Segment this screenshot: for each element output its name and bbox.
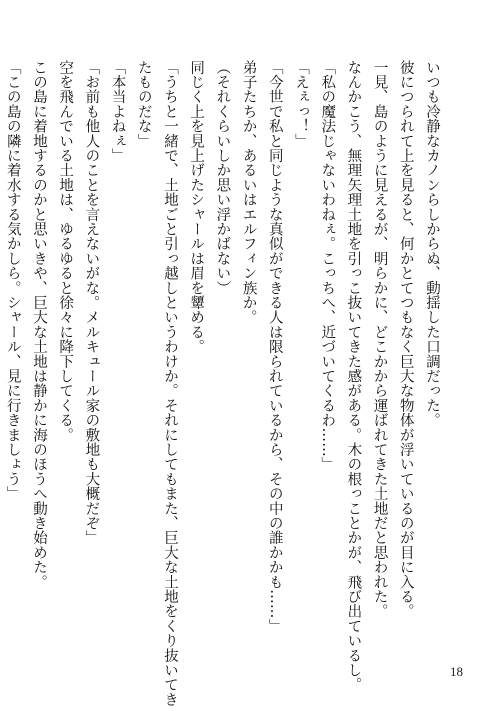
text-line: 「私の魔法じゃないわねぇ。こっちへ、近づいてくるわ……」: [319, 60, 336, 472]
text-line: なんかこう、無理矢理土地を引っこ抜いてきた感がある。木の根っことかが、飛び出ているし。: [345, 60, 362, 693]
text-line: いつも冷静なカノンらしからぬ、動揺した口調だった。: [424, 60, 440, 428]
text-line: 空を飛んでいる土地は、ゆるゆると徐々に降下してくる。: [57, 60, 74, 443]
text-line: 同じく上を見上げたシャールは眉を顰める。: [188, 60, 205, 354]
text-line: 弟子たちか、あるいはエルフィン族か。: [240, 60, 257, 325]
text-line: 「本当よねぇ」: [109, 60, 126, 163]
text-line: 「この島の隣に着水する気かしら。シャール、見に行きましょう」: [4, 60, 21, 501]
text-line: 「今世で私と同じような真似ができる人は限られているから、その中の誰かかも……」: [266, 60, 283, 634]
text-line: この島に着地するのかと思いきや、巨大な土地は静かに海のほうへ動き始めた。: [30, 60, 47, 590]
text-line: （それくらいしか思い浮かばない）: [214, 60, 231, 296]
vertical-body-text: [0, 60, 445, 707]
text-line: 彼につられて上を見ると、何かとてつもなく巨大な物体が浮いているのが目に入る。: [397, 60, 414, 619]
text-line: たものだな」: [135, 60, 152, 149]
text-line: 「うちと一緒で、土地ごと引っ越しというわけか。それにしてもまた、巨大な土地をくり抜いてき: [161, 60, 178, 707]
text-line: 「お前も他人のことを言えないがな。メルキュール家の敷地も大概だぞ」: [83, 60, 100, 546]
text-line: 一見、島のように見えるが、明らかに、どこかから運ばれてきた土地だと思われた。: [371, 60, 388, 619]
page-number: 18: [450, 664, 463, 679]
text-line: 「えぇっ！」: [292, 60, 309, 149]
